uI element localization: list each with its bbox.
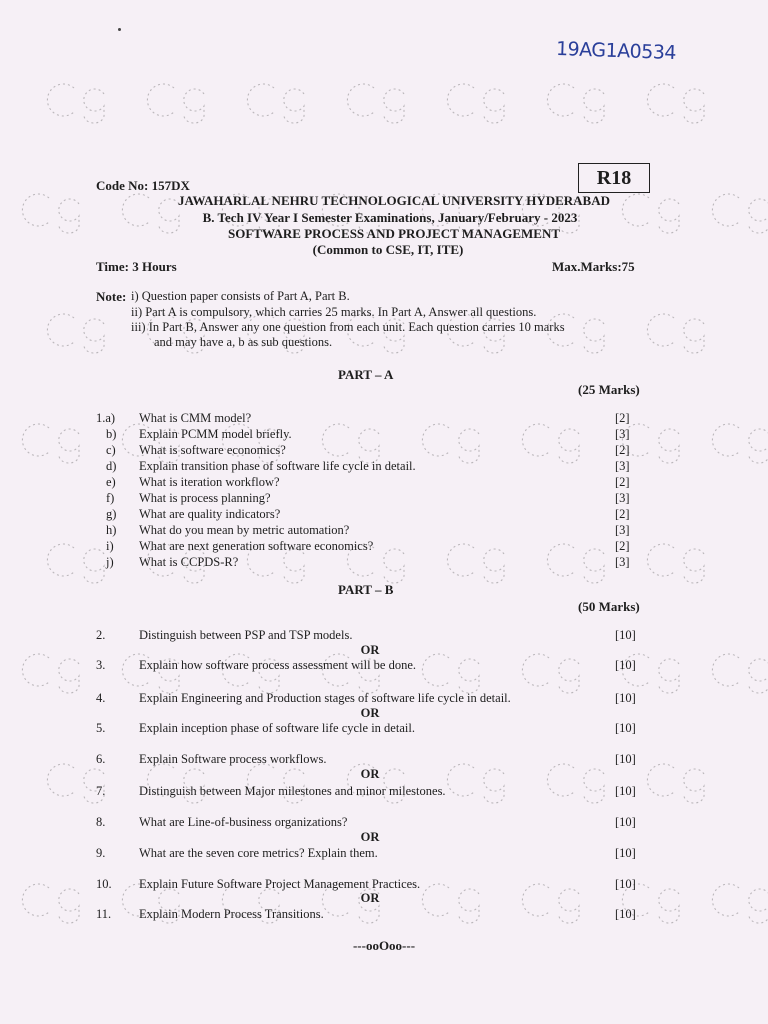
question-text: Explain Modern Process Transitions. (139, 907, 324, 921)
question-number: 11. (96, 907, 112, 921)
question-number: e) (106, 475, 116, 489)
note-line: iii) In Part B, Answer any one question from each unit. Each question carries 10 marks (131, 320, 565, 334)
question-text: What is CCPDS-R? (139, 555, 239, 569)
part-a-title: PART – A (338, 367, 394, 382)
question-number: 4. (96, 691, 106, 705)
question-text: What do you mean by metric automation? (139, 523, 350, 537)
question-text: What is software economics? (139, 443, 286, 457)
exam-duration: Time: 3 Hours (96, 259, 177, 274)
note-line: and may have a, b as sub questions. (154, 335, 333, 349)
question-number: i) (106, 539, 114, 553)
question-number: f) (106, 491, 115, 505)
question-number: 2. (96, 628, 106, 642)
question-marks: [10] (615, 691, 636, 705)
question-row (96, 411, 656, 427)
question-row (96, 475, 656, 491)
question-text: Explain PCMM model briefly. (139, 427, 292, 441)
note-label: Note: (96, 289, 127, 304)
question-text: Explain how software process assessment will be done. (139, 658, 417, 672)
watermark-mark (147, 84, 204, 123)
question-row (96, 427, 656, 443)
question-row (96, 752, 656, 768)
question-row (96, 721, 656, 737)
note-line: i) Question paper consists of Part A, Part B. (131, 289, 350, 303)
question-row (96, 555, 656, 571)
exam-title: B. Tech IV Year I Semester Examinations, January/February - 2023 (202, 210, 578, 225)
question-row (96, 691, 656, 707)
or-separator: OR (360, 706, 380, 720)
watermark-mark (547, 84, 604, 123)
question-marks: [2] (615, 507, 630, 521)
watermark-mark (247, 84, 304, 123)
question-marks: [10] (615, 752, 636, 766)
question-row (96, 523, 656, 539)
watermark-mark (647, 314, 704, 353)
question-marks: [3] (615, 555, 630, 569)
end-marker: ---ooOoo--- (352, 938, 416, 953)
question-row (96, 459, 656, 475)
watermark-mark (22, 884, 79, 923)
question-text: Distinguish between Major milestones and minor milestones. (139, 784, 446, 798)
part-a-marks: (25 Marks) (578, 382, 640, 397)
question-text: What are Line-of-business organizations? (139, 815, 348, 829)
question-marks: [2] (615, 475, 630, 489)
question-number: j) (106, 555, 114, 569)
question-marks: [2] (615, 411, 630, 425)
question-number: c) (106, 443, 116, 457)
question-marks: [2] (615, 539, 630, 553)
question-text: What are quality indicators? (139, 507, 281, 521)
watermark-mark (712, 884, 768, 923)
question-marks: [10] (615, 658, 636, 672)
question-text: Explain inception phase of software life cycle in detail. (139, 721, 415, 735)
question-row (96, 658, 656, 674)
question-number: h) (106, 523, 117, 537)
question-marks: [10] (615, 784, 636, 798)
question-number: 8. (96, 815, 106, 829)
question-number: g) (106, 507, 117, 521)
watermark-mark (347, 84, 404, 123)
question-number: 5. (96, 721, 106, 735)
question-row (96, 507, 656, 523)
question-text: Explain Software process workflows. (139, 752, 327, 766)
watermark-mark (447, 84, 504, 123)
question-marks: [10] (615, 815, 636, 829)
question-marks: [10] (615, 846, 636, 860)
question-row (96, 491, 656, 507)
question-number: b) (106, 427, 117, 441)
question-marks: [10] (615, 628, 636, 642)
question-number: 7. (96, 784, 106, 798)
question-text: What is CMM model? (139, 411, 252, 425)
question-number: 9. (96, 846, 106, 860)
watermark-mark (712, 424, 768, 463)
or-separator: OR (360, 891, 380, 905)
handwritten-roll-number: 19AG1A0534 (555, 37, 677, 65)
question-row (96, 846, 656, 862)
question-row (96, 628, 656, 644)
question-marks: [10] (615, 877, 636, 891)
question-row (96, 443, 656, 459)
subject-title: SOFTWARE PROCESS AND PROJECT MANAGEMENT (227, 226, 561, 241)
university-name: JAWAHARLAL NEHRU TECHNOLOGICAL UNIVERSITY HYDERABAD (178, 193, 610, 208)
question-number: 1.a) (96, 411, 116, 425)
common-branches: (Common to CSE, IT, ITE) (312, 242, 464, 257)
regulation-badge: R18 (578, 163, 650, 193)
watermark-mark (22, 424, 79, 463)
question-marks: [3] (615, 459, 630, 473)
or-separator: OR (360, 767, 380, 781)
question-text: What are the seven core metrics? Explain them. (139, 846, 378, 860)
question-number: 3. (96, 658, 106, 672)
question-number: 6. (96, 752, 106, 766)
part-b-marks: (50 Marks) (578, 599, 640, 614)
question-number: 10. (96, 877, 112, 891)
question-text: Explain transition phase of software life cycle in detail. (139, 459, 416, 473)
question-text: Explain Engineering and Production stages of software life cycle in detail. (139, 691, 511, 705)
question-marks: [10] (615, 907, 636, 921)
code-number: Code No: 157DX (96, 178, 190, 193)
question-row (96, 815, 656, 831)
question-number: d) (106, 459, 117, 473)
or-separator: OR (360, 830, 380, 844)
question-text: What is iteration workflow? (139, 475, 280, 489)
watermark-mark (47, 314, 104, 353)
question-row (96, 539, 656, 555)
question-marks: [10] (615, 721, 636, 735)
watermark-mark (22, 654, 79, 693)
question-text: Explain Future Software Project Management Practices. (139, 877, 421, 891)
question-marks: [3] (615, 491, 630, 505)
question-marks: [2] (615, 443, 630, 457)
max-marks: Max.Marks:75 (552, 259, 635, 274)
question-text: What are next generation software economics? (139, 539, 374, 553)
question-text: Distinguish between PSP and TSP models. (139, 628, 353, 642)
watermark-mark (712, 654, 768, 693)
watermark-mark (47, 84, 104, 123)
question-row (96, 784, 656, 800)
watermark-mark (647, 84, 704, 123)
note-line: ii) Part A is compulsory, which carries 25 marks. In Part A, Answer all questions. (131, 305, 537, 319)
part-b-title: PART – B (338, 582, 394, 597)
question-text: What is process planning? (139, 491, 271, 505)
or-separator: OR (360, 643, 380, 657)
speck (118, 28, 121, 31)
question-marks: [3] (615, 523, 630, 537)
question-marks: [3] (615, 427, 630, 441)
question-row (96, 907, 656, 923)
